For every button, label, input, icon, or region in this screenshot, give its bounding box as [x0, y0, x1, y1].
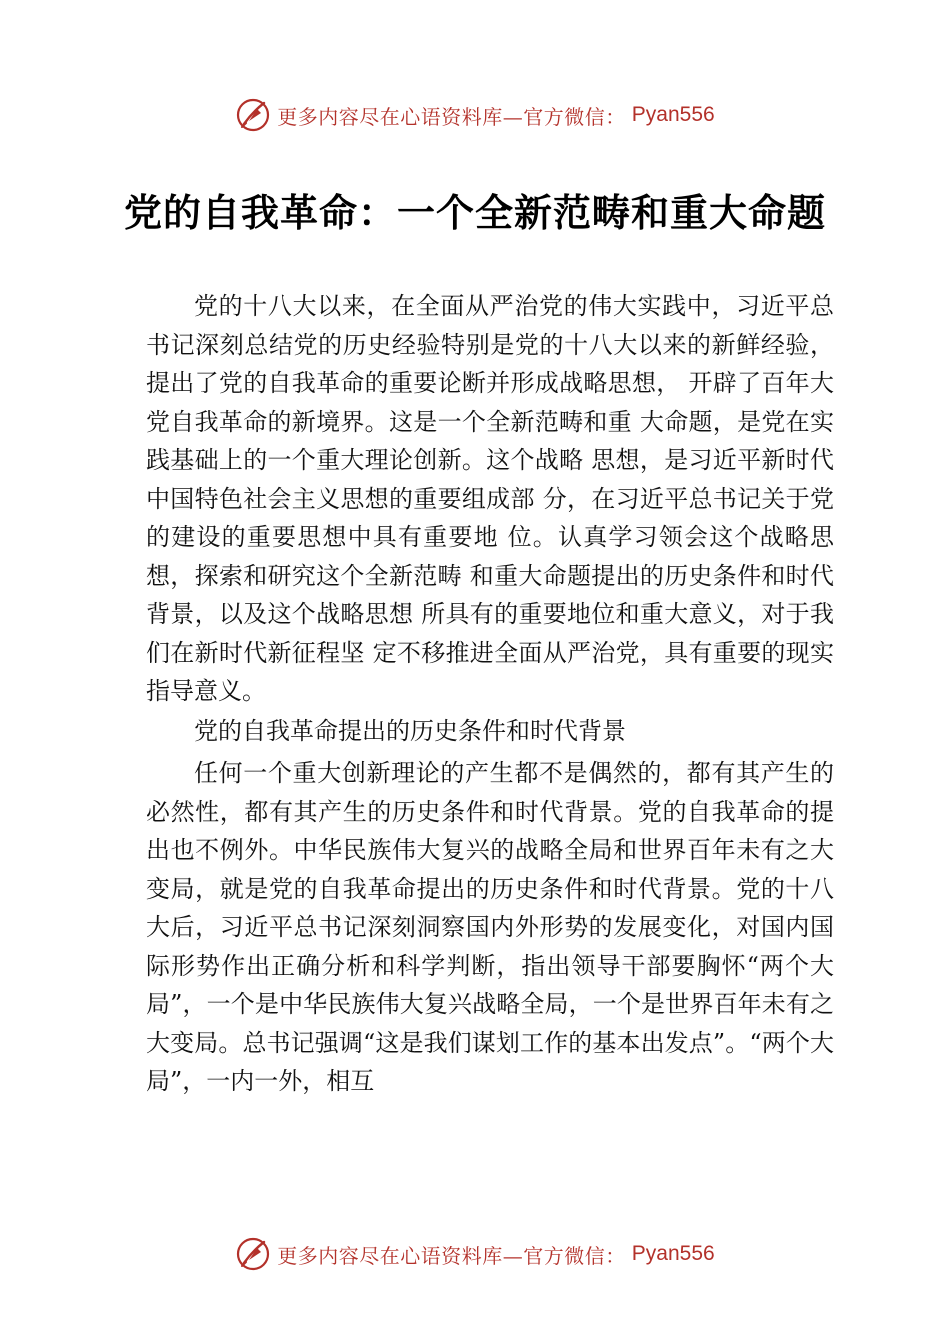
document-title: 党的自我革命：一个全新范畴和重大命题	[123, 190, 826, 235]
quill-seal-logo-icon	[235, 97, 271, 133]
section-paragraph: 任何一个重大创新理论的产生都不是偶然的，都有其产生的必然性，都有其产生的历史条件和时代背景。党的自我革命的提出也不例外。中华民族伟大复兴的战略全局和世界百年未有之大变局，就是党的自我革命提出的历史条件和时代背景。党的十八大后，习近平总书记深刻洞察国内外形势的发展变化，对国内国际形势作出正确分析和科学判断，指出领导干部要胸怀“两个大局”，一个是中华民族伟大复兴战略全局，一个是世界百年未有之大变局。总书记强调“这是我们谋划工作的基本出发点”。“两个大局”，一内一外，相互	[146, 759, 834, 1095]
quill-seal-logo-icon	[235, 1236, 271, 1272]
footer-watermark	[0, 1232, 950, 1276]
watermark-text: 更多内容尽在心语资料库—官方微信：	[277, 1243, 626, 1268]
section-heading: 党的自我革命提出的历史条件和时代背景	[194, 716, 626, 745]
header-watermark	[0, 93, 950, 137]
document-body	[146, 287, 834, 1101]
watermark-text: 更多内容尽在心语资料库—官方微信：	[277, 104, 626, 129]
wechat-id: Pyan556	[631, 1242, 715, 1265]
wechat-id: Pyan556	[631, 103, 715, 126]
intro-paragraph: 党的十八大以来，在全面从严治党的伟大实践中，习近平总书记深刻总结党的历史经验特别是党的十八大以来的新鲜经验，提出了党的自我革命的重要论断并形成战略思想， 开辟了百年大党自我革命的新境界。这是一个全新范畴和重 大命题，是党在实践基础上的一个重大理论创新。这个战略 思想，是习近平新时代中国特色社会主义思想的重要组成部 分，在习近平总书记关于党的建设的重要思想中具有重要地 位。认真学习领会这个战略思想，探索和研究这个全新范畴 和重大命题提出的历史条件和时代背景，以及这个战略思想 所具有的重要地位和重大意义，对于我们在新时代新征程坚 定不移推进全面从严治党，具有重要的现实指导意义。	[146, 292, 834, 705]
